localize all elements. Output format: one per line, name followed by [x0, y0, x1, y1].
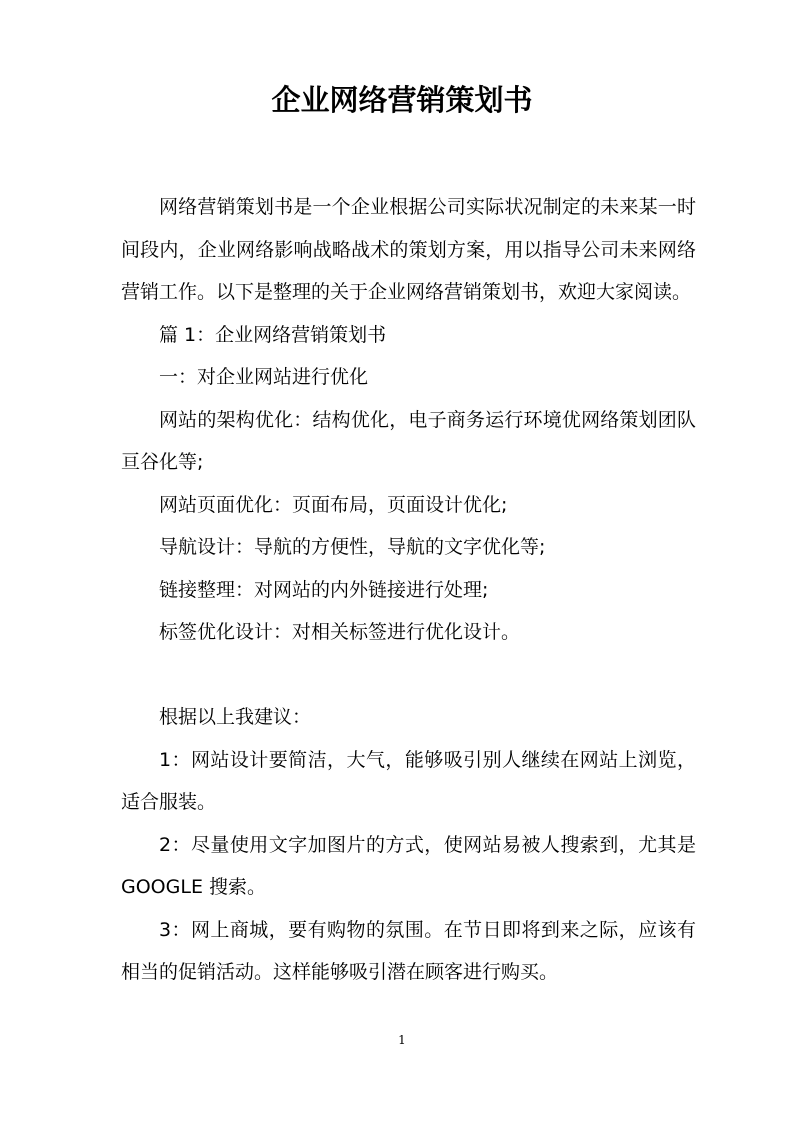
subsection-heading: 一：对企业网站进行优化: [159, 366, 369, 388]
document-title: 企业网络营销策划书: [271, 83, 533, 117]
intro-paragraph: 网络营销策划书是一个企业根据公司实际状况制定的未来某一时间段内，企业网络影响战略战术的策划方案，用以指导公司未来网络营销工作。以下是整理的关于企业网络营销策划书，欢迎大家阅读。: [121, 196, 696, 303]
document-body: [121, 186, 696, 994]
recommendation-heading: 根据以上我建议：: [159, 706, 312, 728]
list-item: 网站页面优化：页面布局，页面设计优化;: [159, 493, 508, 516]
list-item: 链接整理：对网站的内外链接进行处理;: [159, 578, 489, 601]
list-item: 网站的架构优化：结构优化，电子商务运行环境优网络策划团队亘谷化等;: [121, 408, 696, 473]
list-item: 导航设计：导航的方便性，导航的文字优化等;: [159, 536, 546, 558]
page-number: 1: [398, 1033, 406, 1047]
recommendation-item: 2：尽量使用文字加图片的方式，使网站易被人搜索到，尤其是 GOOGLE 搜索。: [121, 833, 696, 898]
list-item: 标签优化设计：对相关标签进行优化设计。: [159, 621, 521, 643]
recommendation-item: 3：网上商城，要有购物的氛围。在节日即将到来之际，应该有相当的促销活动。这样能够吸引潜在顾客进行购买。: [121, 918, 696, 983]
section-heading: 篇 1：企业网络营销策划书: [159, 323, 387, 346]
recommendation-item: 1：网站设计要简洁，大气，能够吸引别人继续在网站上浏览，适合服装。: [121, 748, 696, 813]
